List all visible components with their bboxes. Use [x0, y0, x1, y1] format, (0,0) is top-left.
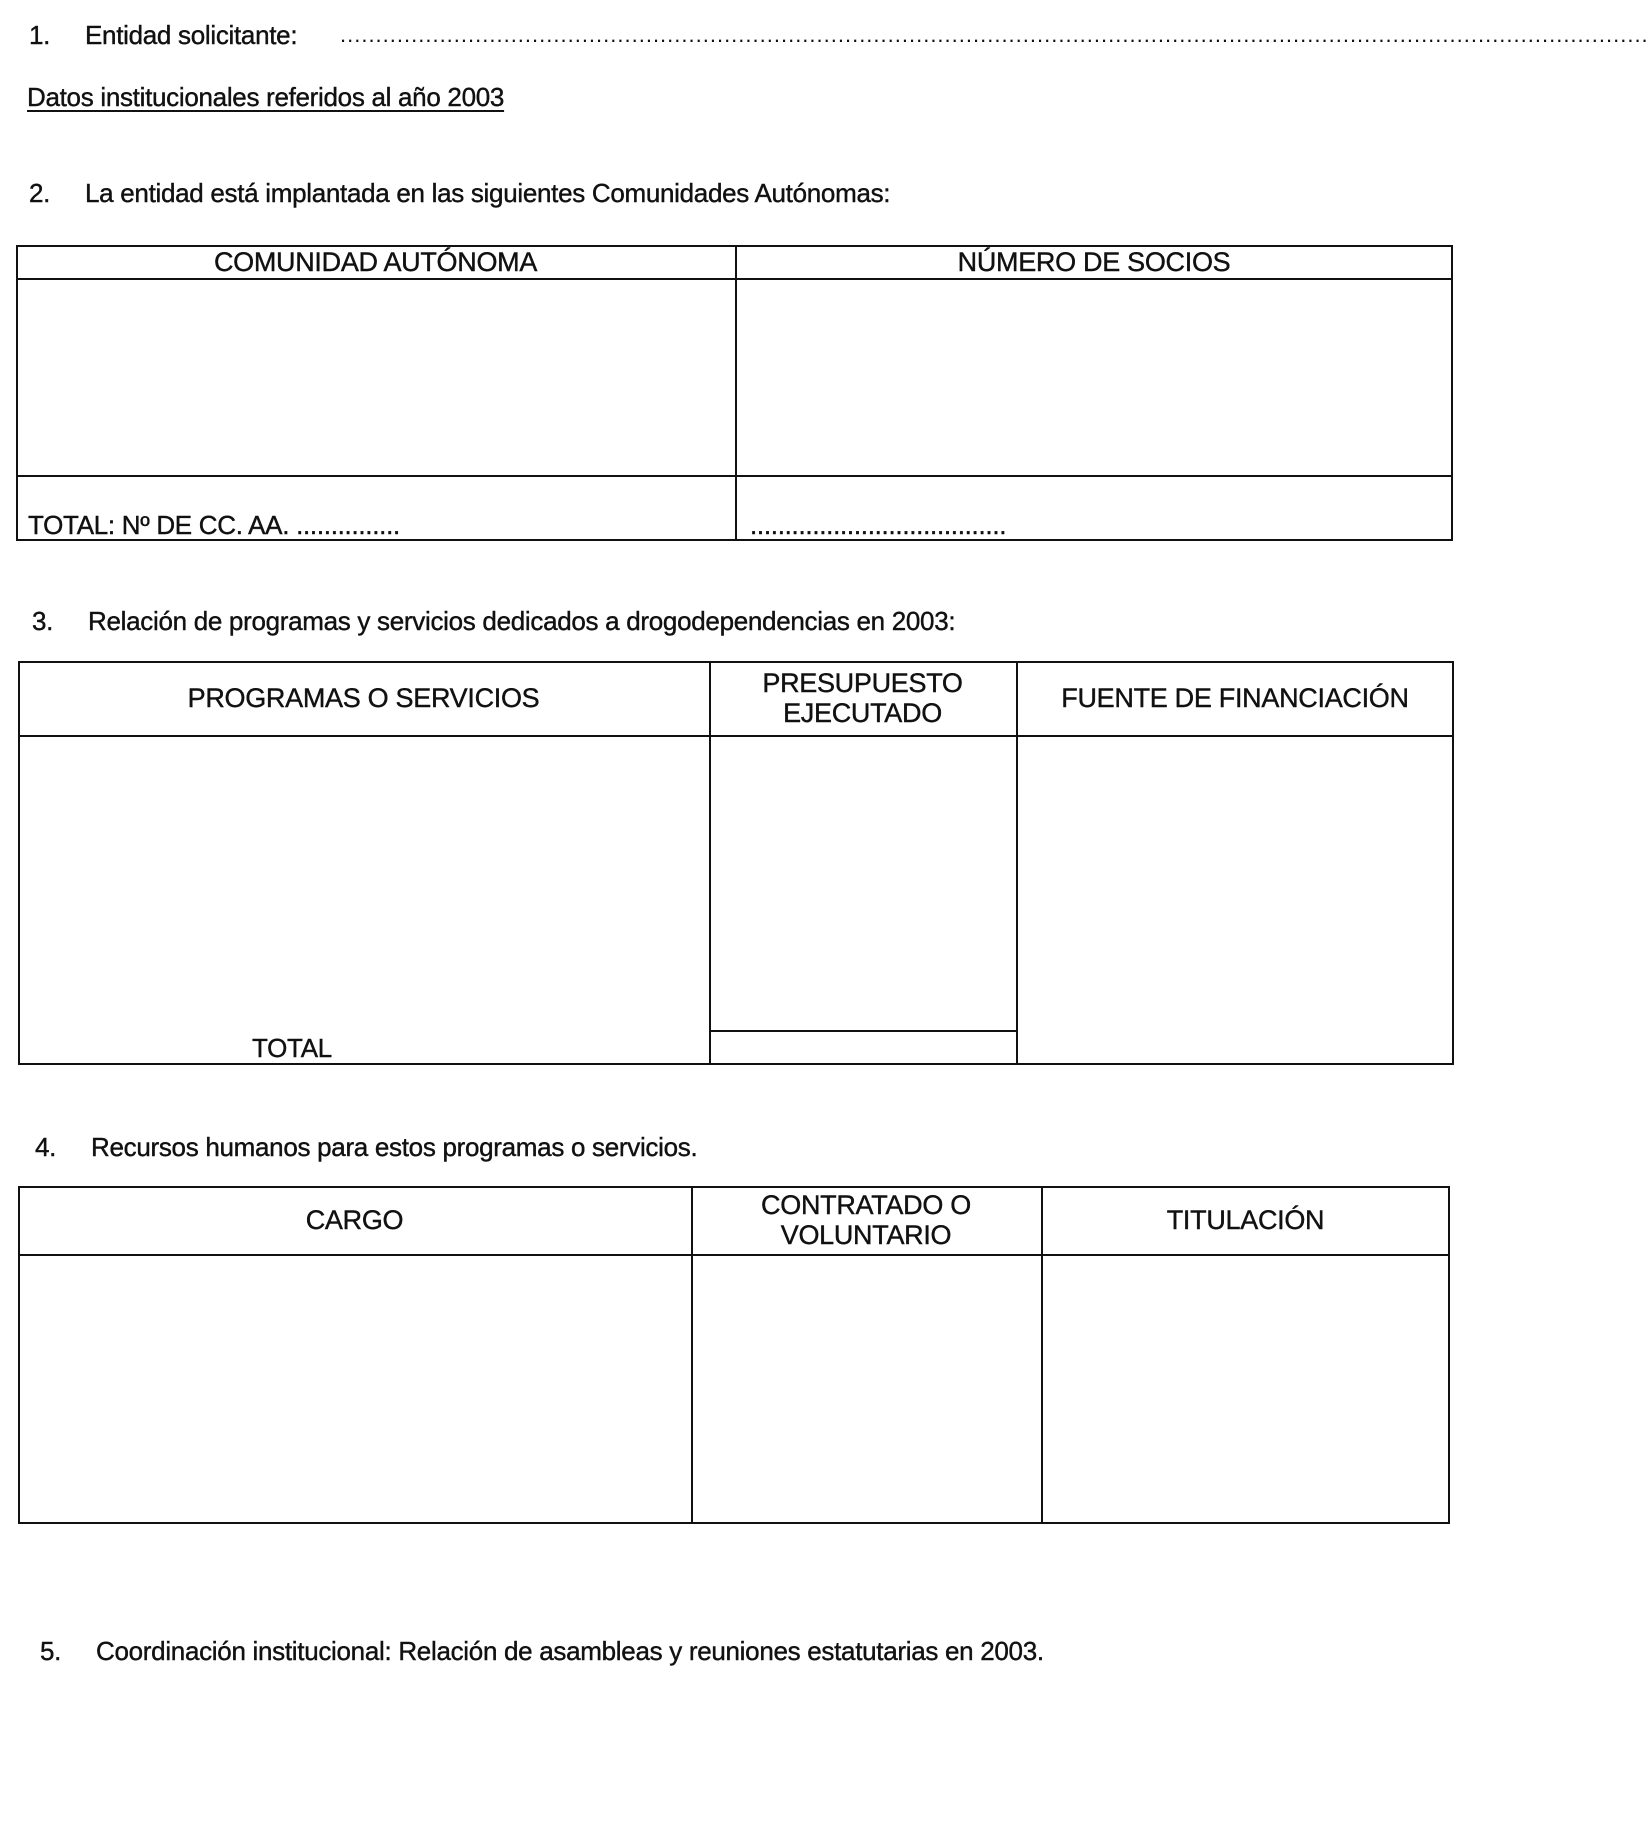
item-number: 4.: [35, 1132, 57, 1162]
header-programas: PROGRAMAS O SERVICIOS: [187, 683, 540, 713]
programas-input-area[interactable]: [20, 737, 707, 1027]
label-text: Entidad solicitante:: [85, 20, 298, 50]
item-number: 1.: [29, 20, 51, 50]
cargo-input-area[interactable]: [20, 1256, 689, 1522]
header-presupuesto: PRESUPUESTO EJECUTADO: [762, 668, 963, 728]
presupuesto-total-field[interactable]: [711, 1032, 1014, 1063]
item-3-label: [32, 606, 955, 637]
comunidad-input-area[interactable]: [18, 280, 733, 473]
header-socios: NÚMERO DE SOCIOS: [957, 246, 1231, 277]
titulacion-input-area[interactable]: [1043, 1256, 1448, 1522]
header-comunidad: COMUNIDAD AUTÓNOMA: [213, 246, 538, 277]
item-4-label: [35, 1132, 697, 1163]
item-number: 2.: [29, 178, 51, 208]
presupuesto-input-area[interactable]: [711, 737, 1014, 1028]
socios-input-area[interactable]: [737, 280, 1451, 473]
total-socios-field[interactable]: .....................................: [750, 510, 1007, 540]
item-5-label: [40, 1636, 1044, 1667]
total-ccaa-field[interactable]: TOTAL: Nº DE CC. AA. ...............: [28, 510, 400, 540]
item-number: 5.: [40, 1636, 62, 1666]
entidad-solicitante-field[interactable]: ........................................................................................................................................................................................: [340, 22, 1649, 47]
label-text: La entidad está implantada en las siguientes Comunidades Autónomas:: [85, 178, 891, 208]
header-fuente: FUENTE DE FINANCIACIÓN: [1061, 683, 1409, 713]
header-contratado: CONTRATADO O VOLUNTARIO: [761, 1190, 971, 1250]
item-number: 3.: [32, 606, 54, 636]
section-heading: Datos institucionales referidos al año 2003: [27, 82, 505, 112]
label-text: Coordinación institucional: Relación de asambleas y reuniones estatutarias en 2003.: [96, 1636, 1044, 1666]
header-cargo: CARGO: [305, 1205, 404, 1235]
label-text: Relación de programas y servicios dedicados a drogodependencias en 2003:: [88, 606, 956, 636]
total-label: TOTAL: [252, 1033, 332, 1063]
contratado-input-area[interactable]: [693, 1256, 1039, 1522]
item-1-label: [29, 20, 297, 51]
fuente-input-area[interactable]: [1018, 737, 1452, 1063]
header-titulacion: TITULACIÓN: [1166, 1205, 1325, 1235]
label-text: Recursos humanos para estos programas o servicios.: [91, 1132, 698, 1162]
item-2-label: [29, 178, 890, 209]
